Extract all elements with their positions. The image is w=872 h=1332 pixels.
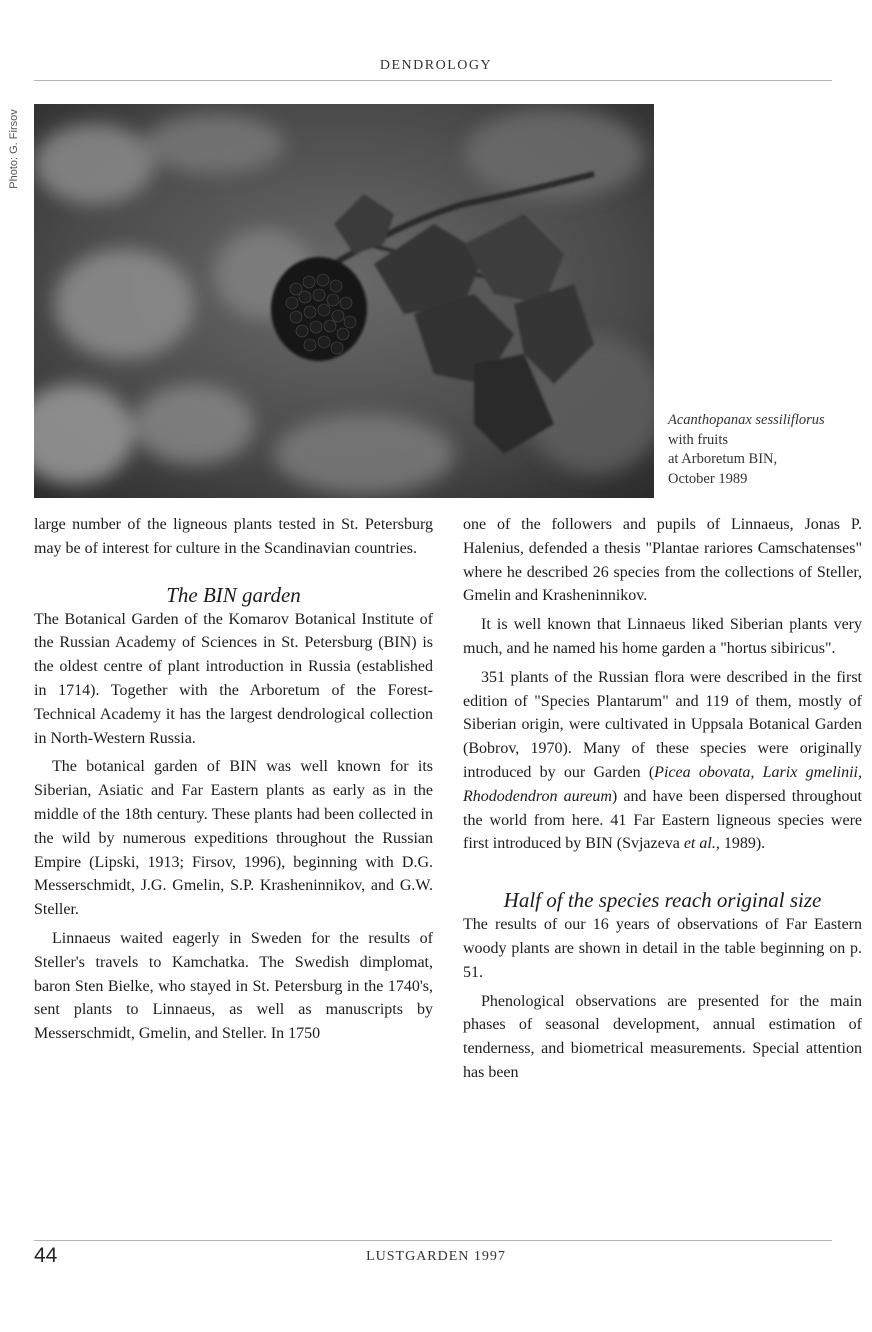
left-column	[34, 513, 433, 1046]
right-paragraph-2: It is well known that Linnaeus liked Siberian plants very much, and he named his home garden a "hortus sibiricus".	[463, 616, 862, 657]
plant-photograph	[34, 104, 654, 498]
left-paragraph-3: The botanical garden of BIN was well known for its Siberian, Asiatic and Far Eastern plants as early as in the middle of the 18th century. These plants had been collected in the wild by numerous expeditions throughout the Russian Empire (Lipski, 1913; Firsov, 1996), beginning with D.G. Messerschmidt, J.G. Gmelin, S.P. Krasheninnikov, and G.W. Steller.	[34, 758, 433, 919]
section-heading-half-species: Half of the species reach original size	[503, 888, 822, 913]
page-number: 44	[34, 1244, 58, 1267]
right-paragraph-1: one of the followers and pupils of Linnaeus, Jonas P. Halenius, defended a thesis "Plantae rariores Camschatenses" where he described 26 species from the collections of Steller, Gmelin and Krasheninnikov.	[463, 516, 862, 605]
running-footer: LUSTGARDEN 1997	[366, 1249, 506, 1264]
right-paragraph-4: The results of our 16 years of observations of Far Eastern woody plants are shown in detail in the table beginning on p. 51.	[463, 916, 862, 981]
left-paragraph-2: The Botanical Garden of the Komarov Botanical Institute of the Russian Academy of Sciences in St. Petersburg (BIN) is the oldest centre of plant introduction in Russia (established in 1714). Together with the Arboretum of the Forest-Technical Academy it has the largest dendrological collection in North-Western Russia.	[34, 610, 433, 747]
p3-et-al: et al.	[683, 835, 716, 853]
right-paragraph-3	[463, 666, 862, 856]
photo-credit-text: Photo: G. Firsov	[8, 109, 20, 189]
photo-credit	[2, 104, 26, 194]
p3-text-mid: ) and have been dispersed throughout the world from here. 41 Far Eastern ligneous species were first introduced by BIN (Svjazeva	[463, 787, 863, 853]
photo-caption	[668, 411, 848, 489]
footer-rule	[34, 1240, 832, 1241]
p3-text-end: , 1989).	[715, 835, 766, 853]
right-column	[463, 513, 862, 1085]
p3-species-list: Picea obovata, Larix gmelinii, Rhododendron aureum	[463, 763, 862, 805]
caption-species: Acanthopanax sessiliflorus	[668, 412, 825, 428]
right-paragraph-5: Phenological observations are presented for the main phases of seasonal development, annual estimation of tenderness, and biometrical measurements. Special attention has been	[463, 992, 862, 1081]
p3-text-start: 351 plants of the Russian flora were described in the first edition of "Species Plantarum" and 119 of them, mostly of Siberian origin, were cultivated in Uppsala Botanical Garden (Bobrov, 1970). Many of these species were originally introduced by our Garden (	[463, 668, 862, 781]
header-rule	[34, 80, 832, 81]
left-paragraph-1: large number of the ligneous plants tested in St. Petersburg may be of interest for culture in the Scandinavian countries.	[34, 516, 433, 557]
caption-line-4: October 1989	[668, 470, 748, 487]
running-header: DENDROLOGY	[379, 58, 493, 73]
left-paragraph-4: Linnaeus waited eagerly in Sweden for the results of Steller's travels to Kamchatka. The Swedish dimplomat, baron Sten Bielke, who stayed in St. Petersburg in the 1740's, sent plants to Linnaeus, as well as manuscripts by Messerschmidt, Gmelin, and Steller. In 1750	[34, 929, 433, 1043]
section-heading-bin-garden: The BIN garden	[166, 582, 301, 607]
caption-line-3: at Arboretum BIN,	[668, 451, 778, 467]
caption-line-2: with fruits	[668, 431, 729, 448]
